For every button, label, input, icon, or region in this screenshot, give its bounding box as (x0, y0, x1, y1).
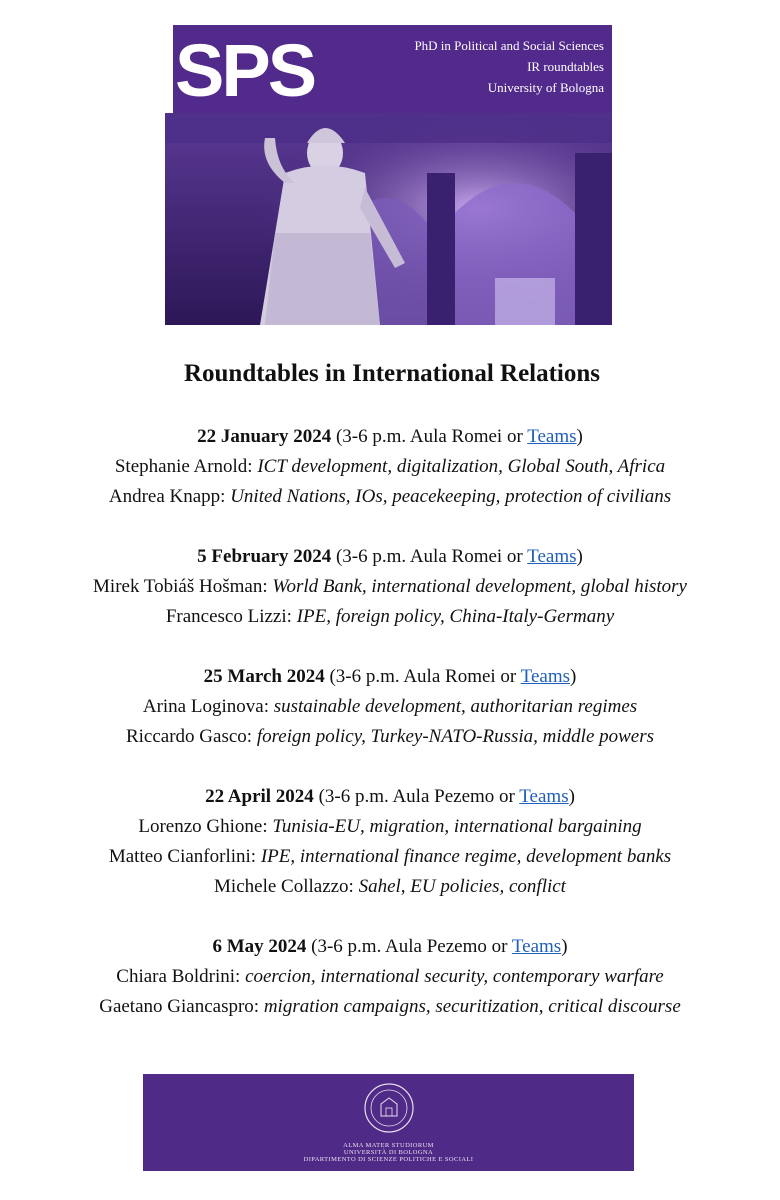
session-header (0, 542, 780, 572)
teams-link[interactable]: Teams (527, 546, 577, 567)
speaker-line (0, 452, 780, 482)
speaker-topics: United Nations, IOs, peacekeeping, protection of civilians (230, 486, 672, 507)
session-date: 22 April 2024 (205, 786, 314, 807)
teams-link[interactable]: Teams (519, 786, 569, 807)
teams-link[interactable]: Teams (520, 666, 570, 687)
speaker-line (0, 572, 780, 602)
speaker-name: Stephanie Arnold: (114, 456, 258, 477)
session-header (0, 932, 780, 962)
speaker-line (0, 602, 780, 632)
session-2 (0, 542, 780, 632)
banner-title-bar (165, 25, 612, 113)
speaker-topics: sustainable development, authoritarian regimes (273, 696, 638, 717)
footer-text (143, 1142, 634, 1163)
speaker-line (0, 962, 780, 992)
logo-bar (165, 25, 173, 113)
session-details: (3-6 p.m. Aula Romei or (324, 666, 521, 687)
session-list (0, 422, 780, 1052)
speaker-line (0, 482, 780, 512)
session-details: (3-6 p.m. Aula Romei or (331, 426, 528, 447)
speaker-name: Gaetano Giancaspro: (99, 996, 264, 1017)
session-4 (0, 782, 780, 902)
teams-link[interactable]: Teams (527, 426, 577, 447)
page-title: Roundtables in International Relations (183, 360, 601, 387)
session-header (0, 782, 780, 812)
banner-line-university: University of Bologna (487, 80, 604, 95)
university-seal-icon (363, 1082, 415, 1134)
session-header (0, 662, 780, 692)
session-details: (3-6 p.m. Aula Romei or (331, 546, 528, 567)
speaker-name: Francesco Lizzi: (165, 606, 297, 627)
session-details-end: ) (561, 936, 568, 957)
speaker-name: Riccardo Gasco: (125, 726, 257, 747)
session-5 (0, 932, 780, 1022)
session-date: 5 February 2024 (197, 546, 332, 567)
speaker-topics: Tunisia-EU, migration, international bargaining (272, 816, 642, 837)
footer-banner (143, 1074, 634, 1171)
header-banner (165, 25, 612, 325)
session-header (0, 422, 780, 452)
speaker-name: Chiara Boldrini: (116, 966, 246, 987)
session-date: 25 March 2024 (203, 666, 325, 687)
session-date: 6 May 2024 (212, 936, 307, 957)
banner-line-program: PhD in Political and Social Sciences (414, 38, 604, 53)
speaker-line (0, 872, 780, 902)
banner-line-series: IR roundtables (527, 59, 604, 74)
speaker-topics: foreign policy, Turkey-NATO-Russia, middle powers (256, 726, 655, 747)
session-details-end: ) (570, 666, 577, 687)
session-details-end: ) (568, 786, 575, 807)
session-details-end: ) (576, 426, 583, 447)
footer-line-1: ALMA MATER STUDIORUM (343, 1142, 434, 1149)
speaker-name: Lorenzo Ghione: (138, 816, 273, 837)
speaker-topics: coercion, international security, contemporary warfare (245, 966, 664, 987)
speaker-topics: migration campaigns, securitization, critical discourse (263, 996, 681, 1017)
speaker-line (0, 722, 780, 752)
speaker-name: Matteo Cianforlini: (108, 846, 261, 867)
statue-photo (165, 113, 612, 325)
teams-link[interactable]: Teams (511, 936, 562, 957)
footer-line-2: UNIVERSITÀ DI BOLOGNA (343, 1149, 434, 1156)
speaker-line (0, 692, 780, 722)
speaker-topics: IPE, international finance regime, development banks (260, 846, 672, 867)
session-details: (3-6 p.m. Aula Pezemo or (306, 936, 512, 957)
session-details: (3-6 p.m. Aula Pezemo or (313, 786, 520, 807)
speaker-topics: Sahel, EU policies, conflict (358, 876, 566, 897)
session-date: 22 January 2024 (197, 426, 332, 447)
speaker-topics: IPE, foreign policy, China-Italy-Germany (296, 606, 615, 627)
speaker-topics: World Bank, international development, global history (272, 576, 687, 597)
session-1 (0, 422, 780, 512)
session-3 (0, 662, 780, 752)
session-details-end: ) (576, 546, 583, 567)
speaker-topics: ICT development, digitalization, Global South, Africa (257, 456, 666, 477)
sps-logo: SPS (175, 29, 315, 112)
speaker-line (0, 812, 780, 842)
speaker-line (0, 992, 780, 1022)
speaker-name: Arina Loginova: (142, 696, 274, 717)
speaker-name: Mirek Tobiáš Hošman: (93, 576, 273, 597)
speaker-name: Michele Collazzo: (214, 876, 359, 897)
banner-text (414, 35, 604, 98)
speaker-line (0, 842, 780, 872)
footer-line-3: DIPARTIMENTO DI SCIENZE POLITICHE E SOCIALI (303, 1156, 474, 1163)
speaker-name: Andrea Knapp: (108, 486, 231, 507)
